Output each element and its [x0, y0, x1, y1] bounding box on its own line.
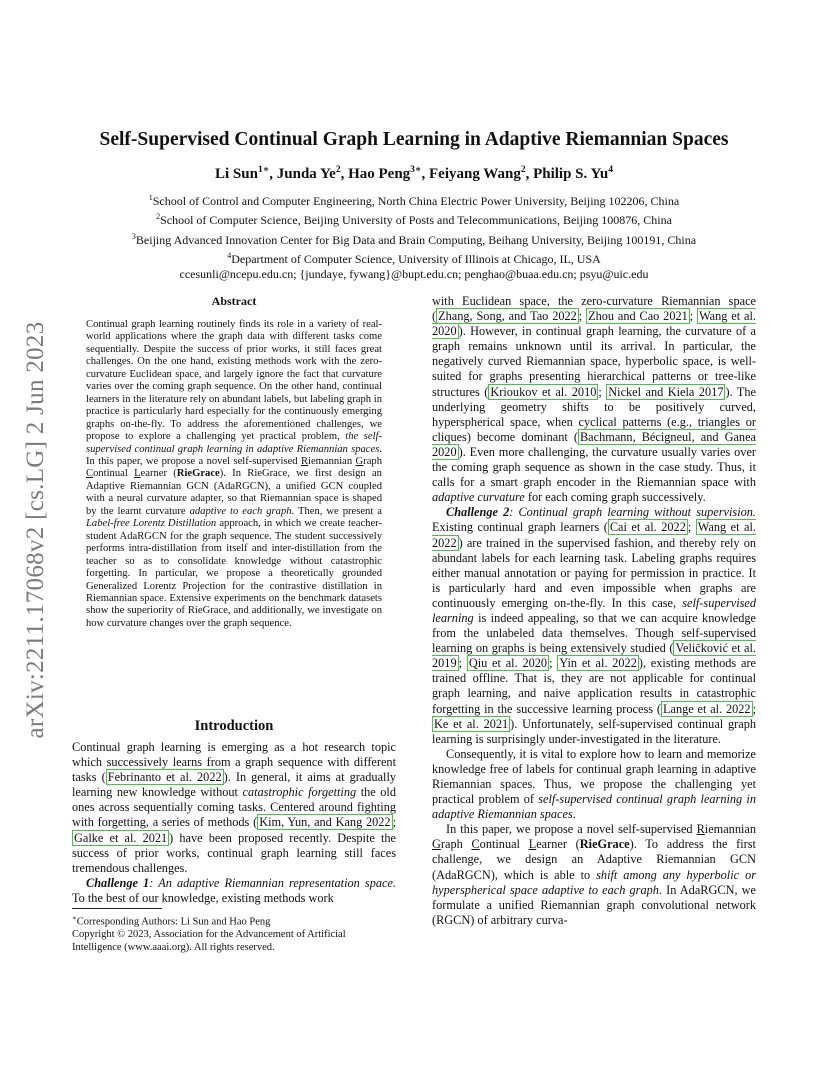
affiliation-text: School of Control and Computer Engineering, North China Electric Power University, Beijing 102206, China: [152, 194, 680, 208]
affiliation-mark: 1: [148, 193, 153, 202]
affiliation-line: [70, 190, 758, 209]
affiliations: [70, 190, 758, 282]
challenge-2-paragraph: Challenge 2: Continual graph learning without supervision. Existing continual graph learners ( Cai et al. 2022 ; Wang et al. 2022 ) are trained in the supervised fashion, and thereby rely on abundant labels for each learning task. Labeling graphs requires either manual annotation or paying for permission in practice. It is particularly hard and even impossible when graphs are continuously emerging on-the-fly. In this case, self-supervised learning is indeed appealing, so that we can acquire knowledge from the unlabeled data themselves. Though self-supervised learning on graphs is being extensively studied ( Veličković et al. 2019 ; Qiu et al. 2020 ; Yin et al. 2022 ), existing methods are trained offline. That is, they are not applicable for continual graph learning, and naive application results in catastrophic forgetting in the successive learning process ( Lange et al. 2022 ; Ke et al. 2021 ). Unfortunately, self-supervised continual graph learning is surprisingly under-investigated in the literature.: [432, 505, 757, 746]
citation-link[interactable]: Wang et al. 2022: [432, 520, 757, 550]
abstract-body: [86, 319, 382, 630]
affiliation-mark: 4: [227, 250, 232, 260]
arxiv-identifier-text: arXiv:2211.17068v2 [cs.LG] 2 Jun 2023: [22, 321, 49, 739]
citation-link[interactable]: Nickel and Kiela 2017: [608, 384, 724, 399]
body-paragraph: In this paper, we propose a novel self-supervised Riemannian Graph Continual Learner (RieGrace). To address the first challenge, we design an Adaptive Riemannian GCN (AdaRGCN), which is able to shift among any hyperbolic or hyperspherical space adaptive to each graph. In AdaRGCN, we formulate a unified Riemannian graph convolutional network (RGCN) of arbitrary curva-: [432, 822, 757, 927]
affiliation-mark: 2: [156, 212, 161, 222]
citation-link[interactable]: Zhou and Cao 2021: [588, 309, 688, 324]
introduction-body: [72, 740, 396, 906]
author-mark: 2: [520, 165, 526, 175]
affiliation-text: Department of Computer Science, University of Illinois at Chicago, IL, USA: [231, 251, 601, 266]
citation-link[interactable]: Lange et al. 2022: [662, 701, 751, 716]
body-paragraph: with Euclidean space, the zero-curvature Riemannian space ( Zhang, Song, and Tao 2022 ; Zhou and Cao 2021 ; Wang et al. 2020 ). However, in continual graph learning, the curvature of a graph remains unknown until its arrival. In particular, the negatively curved Riemannian space, hyperbolic space, is well-suited for graphs presenting hierarchical patterns or tree-like structures ( Krioukov et al. 2010 ; Nickel and Kiela 2017 ). The underlying geometry shifts to be positively curved, hyperspherical space, when cyclical patterns (e.g., triangles or cliques) become dominant ( Bachmann, Bécigneul, and Ganea 2020 ). Even more challenging, the curvature usually varies over the coming graph sequence as shown in the case study. Thus, it calls for a smart graph encoder in the Riemannian space with adaptive curvature for each coming graph successively.: [432, 294, 757, 505]
author-name: Junda Ye: [276, 166, 336, 182]
affiliation-line: [70, 209, 758, 228]
author-name: Philip S. Yu: [533, 166, 609, 182]
footnote-divider: [72, 908, 162, 909]
author-name: Hao Peng: [348, 166, 411, 182]
abstract-paragraph: Continual graph learning routinely finds its role in a variety of real-world applications where the graph data with different tasks come sequentially. Despite the success of prior works, it still faces great challenges. On the one hand, existing methods work with the zero-curvature Euclidean space, and largely ignore the fact that curvature varies over the coming graph sequence. On the other hand, continual learners in the literature rely on abundant labels, but labeling graph in practice is particularly hard especially for the continuously emerging graphs on-the-fly. To address the aforementioned challenges, we propose to explore a challenging yet practical problem, the self-supervised continual graph learning in adaptive Riemannian spaces. In this paper, we propose a novel self-supervised Riemannian Graph Continual Learner (RieGrace). In RieGrace, we first design an Adaptive Riemannian GCN (AdaRGCN), a unified GCN coupled with a neural curvature adapter, so that Riemannian space is shaped by the learnt curvature adaptive to each graph. Then, we present a Label-free Lorentz Distillation approach, in which we create teacher-student AdaRGCN for the graph sequence. The student successively performs intra-distillation from itself and inter-distillation from the teacher so as to consolidate knowledge without catastrophic forgetting. In particular, we propose a theoretically grounded Generalized Lorentz Projection for the contrastive distillation in Riemannian space. Extensive experiments on the benchmark datasets show the superiority of RieGrace, and additionally, we investigate on how curvature changes over the graph sequence.: [86, 319, 382, 629]
affiliation-line: [70, 229, 758, 248]
citation-link[interactable]: Febrinanto et al. 2022: [107, 770, 222, 785]
citation-link[interactable]: Qiu et al. 2020: [468, 656, 548, 671]
citation-link[interactable]: Yin et al. 2022: [559, 656, 637, 671]
author-emails: ccesunli@ncepu.edu.cn; {jundaye, fywang}@bupt.edu.cn; penghao@buaa.edu.cn; psyu@uic.edu: [179, 267, 649, 282]
introduction-heading: Introduction: [194, 718, 274, 734]
challenge-1-paragraph: Challenge 1: An adaptive Riemannian representation space. To the best of our knowledge, existing methods work: [72, 875, 396, 905]
paper-title: Self-Supervised Continual Graph Learning in Adaptive Riemannian Spaces: [99, 129, 729, 150]
author-list: Li Sun$^{1∗}$, Junda Ye$^2$, Hao Peng$^{3∗}$, Feiyang Wang$^2$, Philip S. Yu$^4$: [214, 165, 614, 182]
affiliation-text: Beijing Advanced Innovation Center for Big Data and Brain Computing, Beihang University, Beijing 100191, China: [135, 232, 697, 247]
author-mark: 3∗: [410, 165, 422, 175]
citation-link[interactable]: Galke et al. 2021: [74, 830, 168, 845]
citation-link[interactable]: Krioukov et al. 2010: [490, 384, 597, 399]
citation-link[interactable]: Zhang, Song, and Tao 2022: [438, 309, 577, 324]
affiliation-line: [70, 248, 758, 267]
footnote-corresponding: ∗Corresponding Authors: Li Sun and Hao Peng: [72, 914, 271, 928]
author-mark: 1∗: [257, 165, 270, 175]
arxiv-identifier: [18, 300, 54, 760]
citation-link[interactable]: Bachmann, Bécigneul, and Ganea 2020: [432, 429, 756, 459]
footnote-copyright: Copyright © 2023, Association for the Advancement of Artificial Intelligence (www.aaai.org). All rights reserved.: [72, 929, 346, 953]
abstract-heading: Abstract: [211, 294, 257, 308]
citation-link[interactable]: Ke et al. 2021: [434, 716, 509, 731]
right-column: [432, 294, 756, 928]
intro-paragraph: Continual graph learning is emerging as a hot research topic which successively learns from a graph sequence with different tasks ( Febrinanto et al. 2022 ). In general, it aims at gradually learning new knowledge without catastrophic forgetting the old ones across sequentially coming tasks. Centered around fighting with forgetting, a series of methods ( Kim, Yun, and Kang 2022 ; Galke et al. 2021 ) have been proposed recently. Despite the success of prior works, continual graph learning still faces tremendous challenges.: [72, 740, 397, 875]
affiliation-text: School of Computer Science, Beijing University of Posts and Telecommunications, Beijing 100876, China: [160, 213, 672, 228]
citation-link[interactable]: Cai et al. 2022: [609, 520, 686, 535]
affiliation-mark: 3: [131, 231, 136, 241]
citation-link[interactable]: Kim, Yun, and Kang 2022: [259, 815, 391, 830]
author-mark: 2: [335, 165, 341, 175]
author-mark: 4: [608, 165, 614, 175]
author-name: Feiyang Wang: [429, 166, 521, 182]
author-name: Li Sun: [214, 166, 258, 182]
body-paragraph: Consequently, it is vital to explore how to learn and memorize knowledge free of labels for continual graph learning in adaptive Riemannian spaces. Thus, we propose the challenging yet practical problem of self-supervised continual graph learning in adaptive Riemannian spaces.: [432, 746, 756, 822]
footnote: [72, 912, 396, 954]
citation-link[interactable]: Veličković et al. 2019: [432, 641, 757, 671]
citation-link[interactable]: Wang et al. 2020: [432, 309, 756, 339]
